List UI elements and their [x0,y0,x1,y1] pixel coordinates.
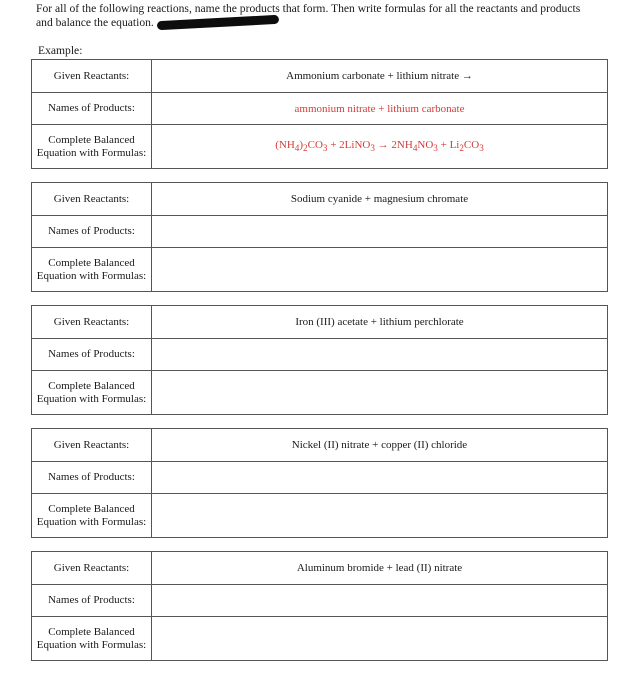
given-reactants-value: Ammonium carbonate + lithium nitrate → [286,70,473,82]
names-of-products-answer-cell[interactable] [152,216,607,247]
balanced-equation-row [32,616,607,660]
given-reactants-row [32,60,607,92]
given-reactants-label: Given Reactants: [32,429,152,461]
names-of-products-row [32,338,607,370]
given-reactants-value: Iron (III) acetate + lithium perchlorate [295,316,464,328]
balanced-equation-value [152,125,607,168]
names-of-products-value: ammonium nitrate + lithium carbonate [294,102,465,115]
given-reactants-label: Given Reactants: [32,552,152,584]
redaction-mark [157,15,279,30]
given-reactants-value: Nickel (II) nitrate + copper (II) chloride [291,439,468,451]
example-table [31,59,608,169]
balanced-equation-row [32,124,607,168]
balanced-equation-row [32,370,607,414]
given-reactants-row [32,429,607,461]
balanced-equation-row [32,493,607,537]
names-of-products-row [32,215,607,247]
given-reactants-value: Aluminum bromide + lead (II) nitrate [296,562,463,574]
names-of-products-row [32,92,607,124]
names-of-products-row [32,584,607,616]
names-of-products-label: Names of Products: [32,216,152,247]
balanced-equation-label: Complete Balanced Equation with Formulas: [32,248,152,291]
balanced-equation-answer-cell[interactable] [152,494,607,537]
given-reactants-value: Sodium cyanide + magnesium chromate [290,193,469,205]
names-of-products-label: Names of Products: [32,585,152,616]
problem-table-1 [31,182,608,292]
example-label: Example: [38,44,83,57]
balanced-equation-formula: $(NH_4)_2CO_3$ + 2LiNO$_3$ → $2NH_4NO_3 + Li_2CO_3$ [275,139,484,154]
given-reactants-row [32,183,607,215]
names-of-products-answer-cell[interactable] [152,585,607,616]
balanced-equation-answer-cell[interactable] [152,617,607,660]
instructions-body: For all of the following reactions, name the products that form. Then write formulas for all the reactants and products and balance the equation. [36,2,581,29]
given-reactants-row [32,306,607,338]
names-of-products-answer-cell[interactable] [152,339,607,370]
given-reactants-label: Given Reactants: [32,183,152,215]
names-of-products-label: Names of Products: [32,462,152,493]
balanced-equation-label: Complete Balanced Equation with Formulas: [32,617,152,660]
given-reactants-row [32,552,607,584]
names-of-products-row [32,461,607,493]
balanced-equation-label: Complete Balanced Equation with Formulas: [32,494,152,537]
given-reactants-label: Given Reactants: [32,60,152,92]
instructions-text [36,2,596,30]
problem-table-2 [31,305,608,415]
balanced-equation-answer-cell[interactable] [152,248,607,291]
balanced-equation-row [32,247,607,291]
balanced-equation-answer-cell[interactable] [152,371,607,414]
problem-table-4 [31,551,608,661]
names-of-products-answer-cell[interactable] [152,462,607,493]
balanced-equation-label: Complete Balanced Equation with Formulas: [32,125,152,168]
problem-table-3 [31,428,608,538]
names-of-products-label: Names of Products: [32,93,152,124]
given-reactants-label: Given Reactants: [32,306,152,338]
balanced-equation-label: Complete Balanced Equation with Formulas: [32,371,152,414]
names-of-products-label: Names of Products: [32,339,152,370]
